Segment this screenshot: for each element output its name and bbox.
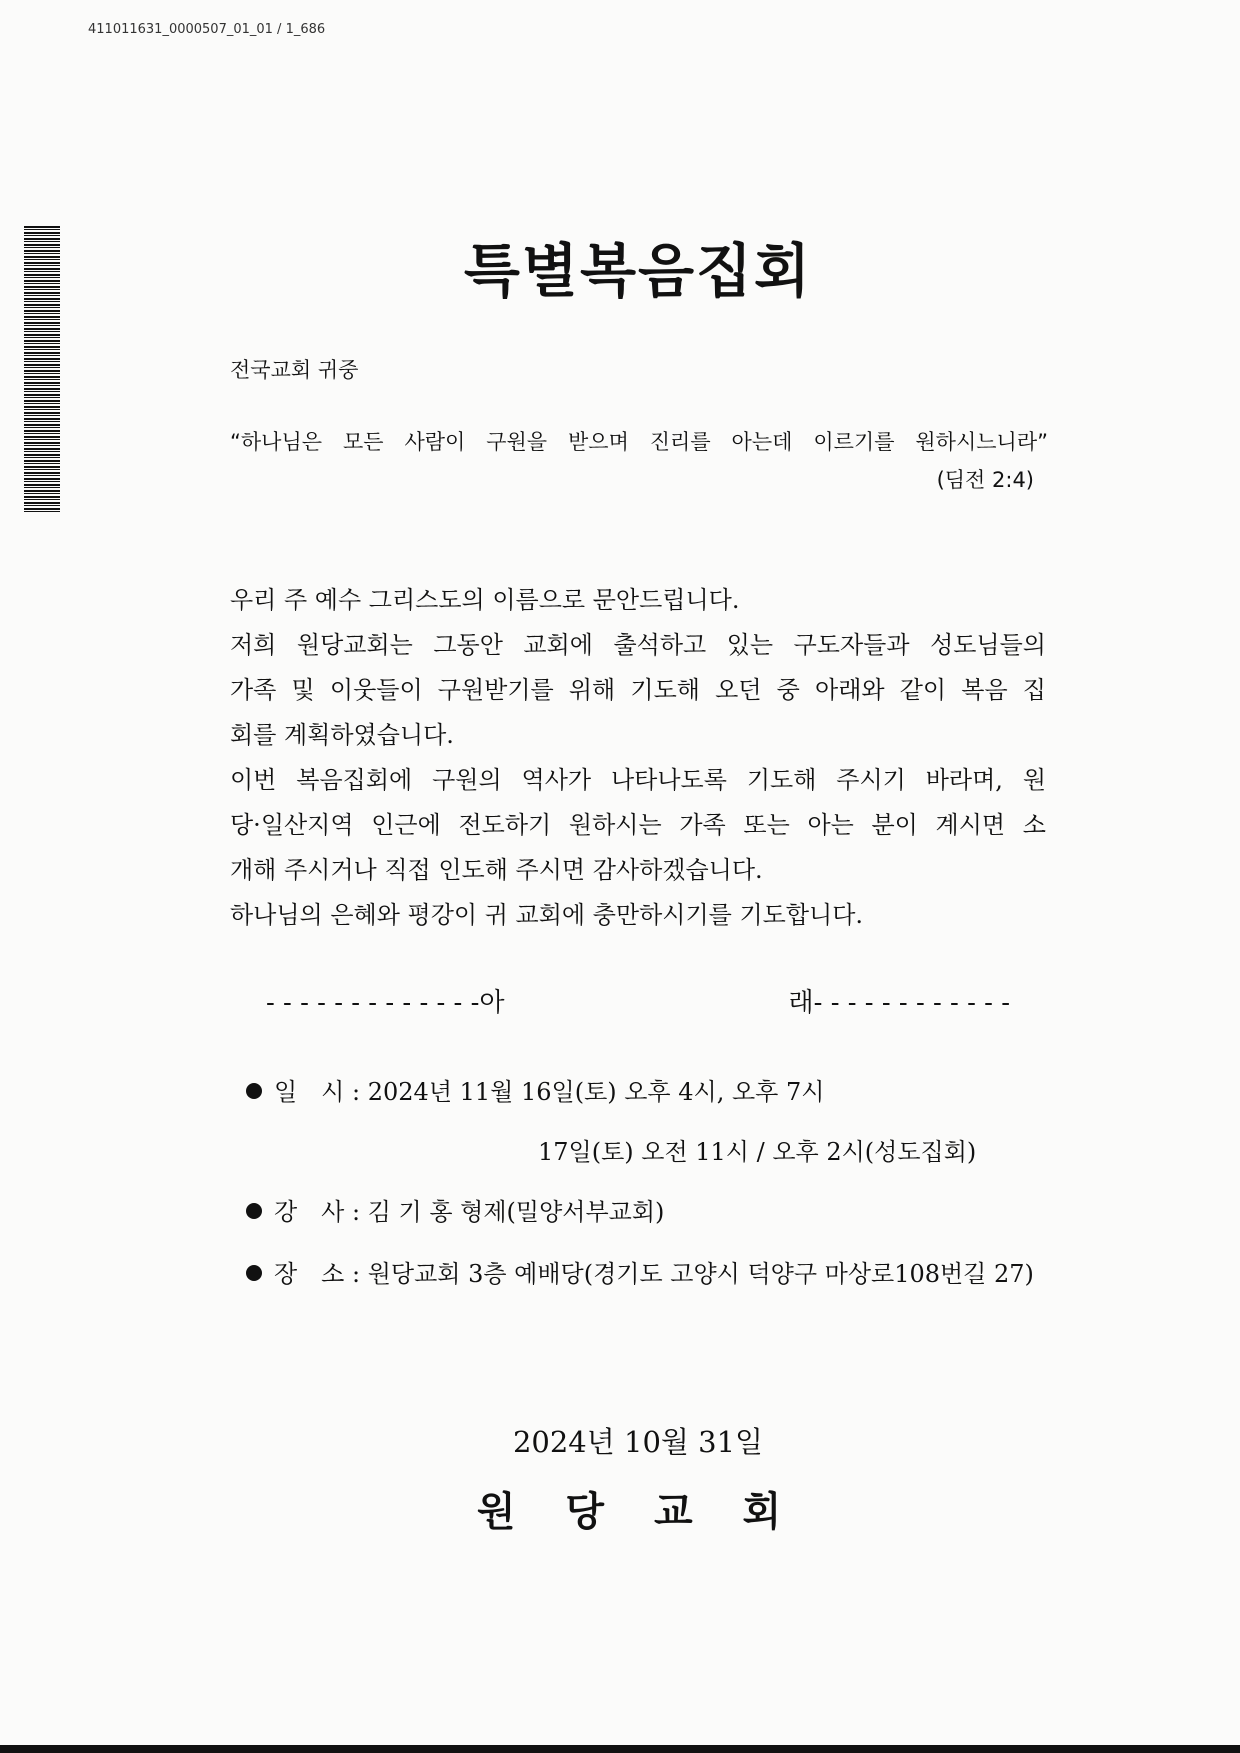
recipient-line: 전국교회 귀중 [230, 358, 359, 382]
schedule-item-continued: 17일(토) 오전 11시 / 오후 2시(성도집회) [538, 1138, 977, 1166]
speaker-value: 김 기 홍 형제(밀양서부교회) [367, 1198, 665, 1226]
place-item [246, 1254, 1034, 1289]
issue-date: 2024년 10월 31일 [512, 1425, 764, 1459]
scan-edge-bar [0, 1745, 1240, 1753]
body-line: 회를 계획하였습니다. [230, 721, 454, 749]
document-id: 411011631_0000507_01_01 / 1_686 [88, 22, 326, 37]
body-line: 개해 주시거나 직접 인도해 주시면 감사하겠습니다. [230, 856, 763, 884]
separator-right: 래- - - - - - - - - - - - [788, 988, 1010, 1018]
body-line: 이번 복음집회에 구원의 역사가 나타나도록 기도해 주시기 바라며, 원 [230, 766, 1046, 794]
bible-verse: “하나님은 모든 사람이 구원을 받으며 진리를 아는데 이르기를 원하시느니라” [230, 430, 1048, 454]
body-line: 하나님의 은혜와 평강이 귀 교회에 충만하시기를 기도합니다. [230, 901, 864, 929]
speaker-label: 강 사 : [274, 1198, 361, 1226]
body-line: 가족 및 이웃들이 구원받기를 위해 기도해 오던 중 아래와 같이 복음 집 [230, 676, 1046, 704]
schedule-label: 일 시 : [274, 1078, 361, 1106]
body-line: 우리 주 예수 그리스도의 이름으로 문안드립니다. [230, 586, 740, 614]
body-line: 당·일산지역 인근에 전도하기 원하시는 가족 또는 아는 분이 계시면 소 [230, 811, 1046, 839]
page-title: 특별복음집회 [463, 237, 813, 305]
separator-left: - - - - - - - - - - - - -아 [266, 988, 505, 1018]
notice-separator [266, 982, 1010, 1019]
speaker-item [246, 1192, 664, 1227]
church-name: 원 당 교 회 [476, 1488, 800, 1535]
body-line: 저희 원당교회는 그동안 교회에 출석하고 있는 구도자들과 성도님들의 [230, 631, 1046, 659]
bullet-icon [246, 1203, 262, 1219]
schedule-item [246, 1072, 824, 1107]
verse-reference: (딤전 2:4) [936, 468, 1034, 492]
schedule-value: 2024년 11월 16일(토) 오후 4시, 오후 7시 [367, 1078, 825, 1106]
bullet-icon [246, 1265, 262, 1281]
bullet-icon [246, 1083, 262, 1099]
place-label: 장 소 : [274, 1260, 361, 1288]
place-value: 원당교회 3층 예배당(경기도 고양시 덕양구 마상로108번길 27) [367, 1260, 1034, 1288]
